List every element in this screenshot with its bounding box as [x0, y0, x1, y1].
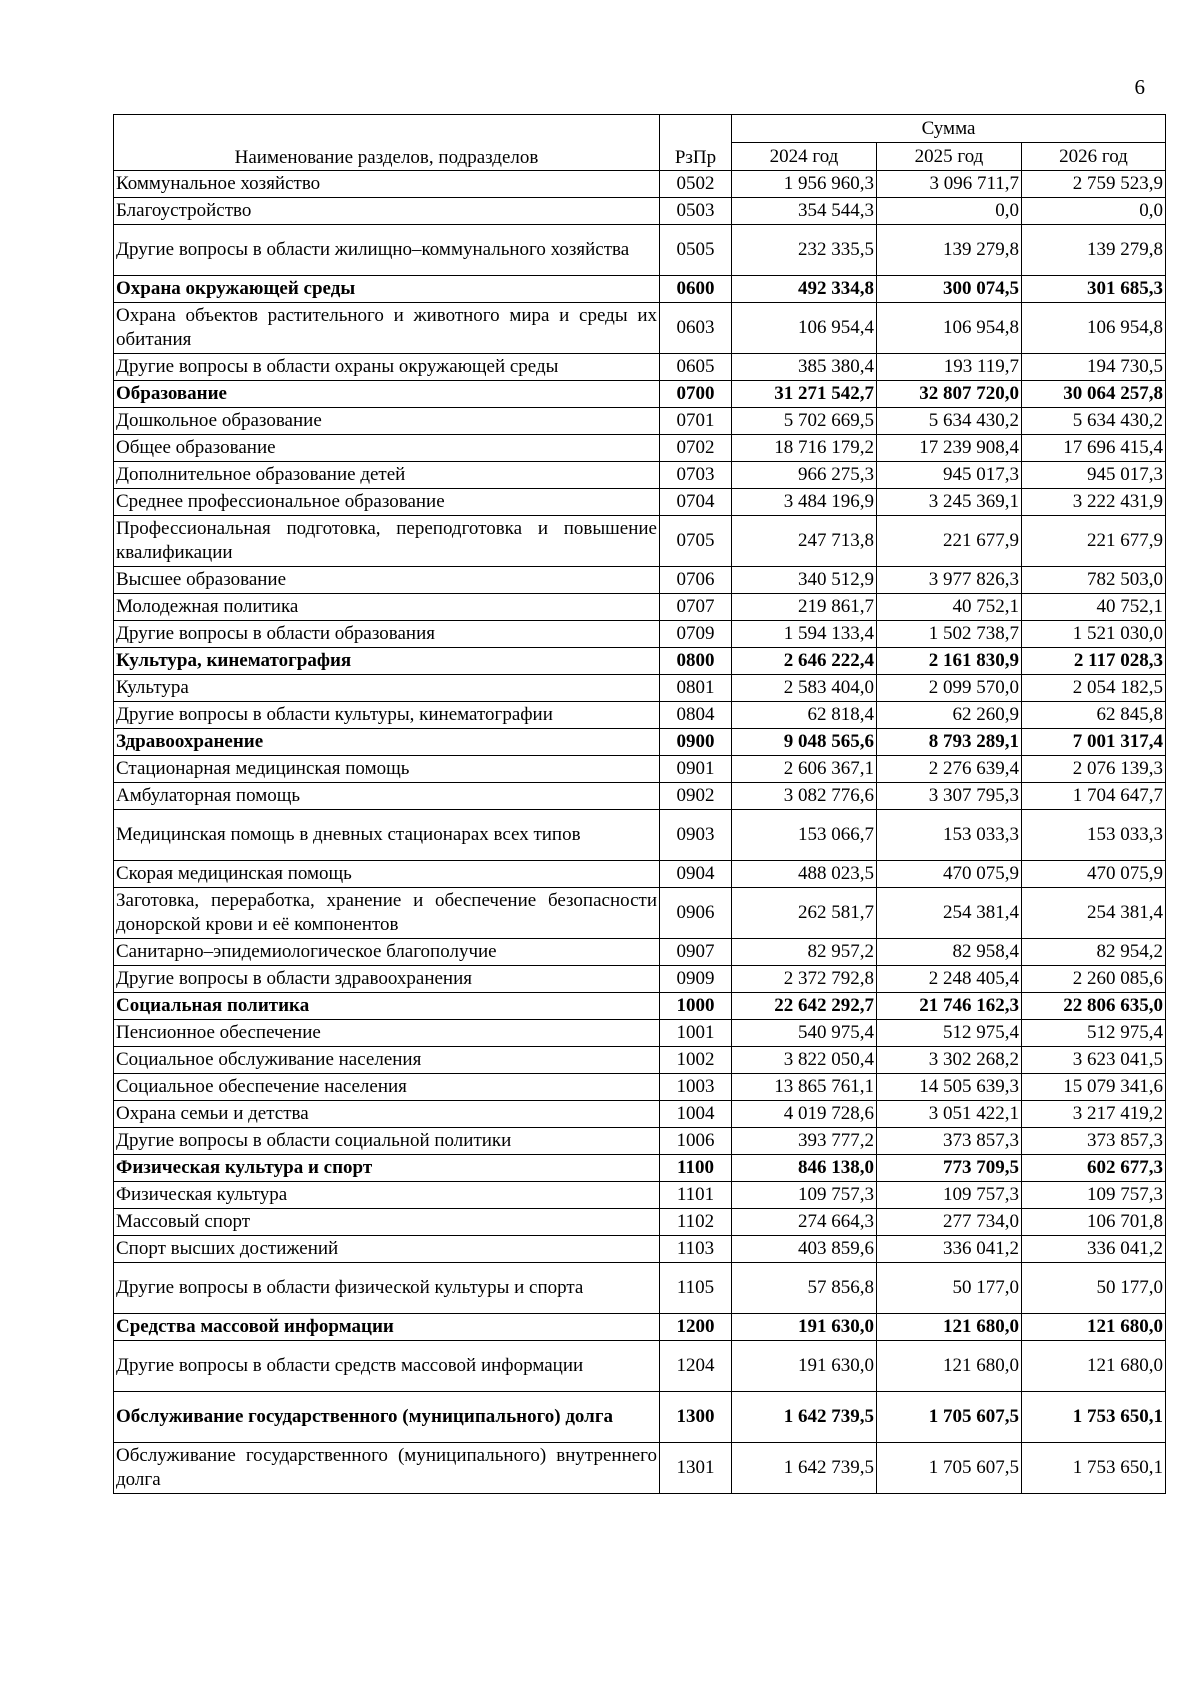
row-value-2026: 106 954,8	[1022, 303, 1166, 354]
row-code: 0700	[660, 381, 732, 408]
table-row	[114, 702, 1166, 729]
row-name: Физическая культура	[114, 1182, 660, 1209]
table-row	[114, 939, 1166, 966]
row-code: 0603	[660, 303, 732, 354]
row-code: 1003	[660, 1074, 732, 1101]
row-code: 1101	[660, 1182, 732, 1209]
row-code: 0907	[660, 939, 732, 966]
row-code: 0600	[660, 276, 732, 303]
row-value-2024: 262 581,7	[732, 888, 877, 939]
row-code: 1000	[660, 993, 732, 1020]
row-name: Пенсионное обеспечение	[114, 1020, 660, 1047]
row-code: 0503	[660, 198, 732, 225]
table-row	[114, 594, 1166, 621]
row-value-2025: 5 634 430,2	[877, 408, 1022, 435]
row-value-2026: 1 704 647,7	[1022, 783, 1166, 810]
section-row	[114, 1392, 1166, 1443]
row-code: 0705	[660, 516, 732, 567]
row-name: Санитарно–эпидемиологическое благополучие	[114, 939, 660, 966]
row-value-2025: 2 248 405,4	[877, 966, 1022, 993]
row-code: 0901	[660, 756, 732, 783]
row-value-2025: 3 977 826,3	[877, 567, 1022, 594]
row-code: 1301	[660, 1443, 732, 1494]
row-value-2024: 62 818,4	[732, 702, 877, 729]
row-value-2024: 1 956 960,3	[732, 171, 877, 198]
row-value-2025: 221 677,9	[877, 516, 1022, 567]
row-value-2024: 232 335,5	[732, 225, 877, 276]
row-name: Среднее профессиональное образование	[114, 489, 660, 516]
table-row	[114, 303, 1166, 354]
row-value-2026: 40 752,1	[1022, 594, 1166, 621]
row-value-2024: 488 023,5	[732, 861, 877, 888]
row-value-2025: 2 276 639,4	[877, 756, 1022, 783]
row-value-2024: 219 861,7	[732, 594, 877, 621]
table-row	[114, 435, 1166, 462]
row-name: Физическая культура и спорт	[114, 1155, 660, 1182]
row-value-2024: 3 822 050,4	[732, 1047, 877, 1074]
row-code: 0801	[660, 675, 732, 702]
row-name: Другие вопросы в области образования	[114, 621, 660, 648]
row-name: Молодежная политика	[114, 594, 660, 621]
table-row	[114, 567, 1166, 594]
row-value-2025: 17 239 908,4	[877, 435, 1022, 462]
row-code: 1204	[660, 1341, 732, 1392]
section-row	[114, 729, 1166, 756]
row-value-2025: 3 096 711,7	[877, 171, 1022, 198]
row-value-2026: 109 757,3	[1022, 1182, 1166, 1209]
row-value-2025: 277 734,0	[877, 1209, 1022, 1236]
row-value-2024: 57 856,8	[732, 1263, 877, 1314]
row-code: 0502	[660, 171, 732, 198]
row-value-2025: 8 793 289,1	[877, 729, 1022, 756]
table-row	[114, 621, 1166, 648]
row-value-2026: 194 730,5	[1022, 354, 1166, 381]
row-value-2024: 18 716 179,2	[732, 435, 877, 462]
row-value-2025: 3 051 422,1	[877, 1101, 1022, 1128]
row-value-2024: 4 019 728,6	[732, 1101, 877, 1128]
table-row	[114, 198, 1166, 225]
table-row	[114, 675, 1166, 702]
table-row	[114, 408, 1166, 435]
row-value-2025: 14 505 639,3	[877, 1074, 1022, 1101]
row-name: Другие вопросы в области социальной политики	[114, 1128, 660, 1155]
row-name: Дополнительное образование детей	[114, 462, 660, 489]
header-year-2026: 2026 год	[1022, 143, 1166, 171]
row-value-2025: 3 245 369,1	[877, 489, 1022, 516]
table-row	[114, 462, 1166, 489]
row-value-2025: 62 260,9	[877, 702, 1022, 729]
row-value-2026: 373 857,3	[1022, 1128, 1166, 1155]
row-code: 0605	[660, 354, 732, 381]
row-value-2024: 153 066,7	[732, 810, 877, 861]
row-value-2024: 22 642 292,7	[732, 993, 877, 1020]
header-year-2025: 2025 год	[877, 143, 1022, 171]
row-code: 0702	[660, 435, 732, 462]
header-name-column: Наименование разделов, подразделов	[114, 115, 660, 171]
row-value-2024: 340 512,9	[732, 567, 877, 594]
table-row	[114, 1182, 1166, 1209]
row-value-2026: 106 701,8	[1022, 1209, 1166, 1236]
row-value-2024: 191 630,0	[732, 1341, 877, 1392]
row-code: 0800	[660, 648, 732, 675]
row-value-2024: 492 334,8	[732, 276, 877, 303]
row-value-2025: 2 099 570,0	[877, 675, 1022, 702]
row-value-2025: 945 017,3	[877, 462, 1022, 489]
table-row	[114, 1341, 1166, 1392]
row-value-2025: 3 307 795,3	[877, 783, 1022, 810]
table-row	[114, 810, 1166, 861]
row-name: Коммунальное хозяйство	[114, 171, 660, 198]
row-value-2026: 221 677,9	[1022, 516, 1166, 567]
table-row	[114, 1128, 1166, 1155]
row-code: 0902	[660, 783, 732, 810]
row-name: Амбулаторная помощь	[114, 783, 660, 810]
row-value-2024: 106 954,4	[732, 303, 877, 354]
table-row	[114, 1236, 1166, 1263]
row-name: Культура	[114, 675, 660, 702]
row-value-2024: 5 702 669,5	[732, 408, 877, 435]
row-value-2026: 512 975,4	[1022, 1020, 1166, 1047]
row-value-2024: 385 380,4	[732, 354, 877, 381]
table-row	[114, 1074, 1166, 1101]
row-code: 0505	[660, 225, 732, 276]
row-value-2024: 1 642 739,5	[732, 1443, 877, 1494]
table-row	[114, 171, 1166, 198]
row-value-2025: 300 074,5	[877, 276, 1022, 303]
table-row	[114, 1209, 1166, 1236]
row-value-2026: 17 696 415,4	[1022, 435, 1166, 462]
row-value-2025: 254 381,4	[877, 888, 1022, 939]
row-value-2024: 2 646 222,4	[732, 648, 877, 675]
row-code: 0703	[660, 462, 732, 489]
row-value-2026: 301 685,3	[1022, 276, 1166, 303]
row-code: 0904	[660, 861, 732, 888]
row-name: Спорт высших достижений	[114, 1236, 660, 1263]
row-value-2025: 153 033,3	[877, 810, 1022, 861]
row-value-2024: 13 865 761,1	[732, 1074, 877, 1101]
row-name: Заготовка, переработка, хранение и обеспечение безопасности донорской крови и её компонентов	[114, 888, 660, 939]
table-row	[114, 1047, 1166, 1074]
row-value-2026: 2 117 028,3	[1022, 648, 1166, 675]
row-value-2025: 193 119,7	[877, 354, 1022, 381]
row-value-2026: 2 759 523,9	[1022, 171, 1166, 198]
row-name: Стационарная медицинская помощь	[114, 756, 660, 783]
row-value-2026: 30 064 257,8	[1022, 381, 1166, 408]
row-value-2026: 2 054 182,5	[1022, 675, 1166, 702]
row-code: 1105	[660, 1263, 732, 1314]
header-code-column: РзПр	[660, 115, 732, 171]
row-value-2026: 254 381,4	[1022, 888, 1166, 939]
row-name: Другие вопросы в области жилищно–коммунального хозяйства	[114, 225, 660, 276]
row-value-2026: 3 623 041,5	[1022, 1047, 1166, 1074]
table-row	[114, 489, 1166, 516]
row-value-2024: 540 975,4	[732, 1020, 877, 1047]
row-name: Охрана окружающей среды	[114, 276, 660, 303]
row-value-2024: 2 583 404,0	[732, 675, 877, 702]
row-value-2024: 191 630,0	[732, 1314, 877, 1341]
header-year-2024: 2024 год	[732, 143, 877, 171]
row-value-2025: 21 746 162,3	[877, 993, 1022, 1020]
row-value-2024: 966 275,3	[732, 462, 877, 489]
row-name: Другие вопросы в области физической культуры и спорта	[114, 1263, 660, 1314]
row-name: Здравоохранение	[114, 729, 660, 756]
table-row	[114, 225, 1166, 276]
row-code: 0900	[660, 729, 732, 756]
row-code: 1100	[660, 1155, 732, 1182]
row-value-2024: 274 664,3	[732, 1209, 877, 1236]
row-value-2026: 1 521 030,0	[1022, 621, 1166, 648]
row-name: Другие вопросы в области средств массовой информации	[114, 1341, 660, 1392]
table-row	[114, 1263, 1166, 1314]
row-name: Обслуживание государственного (муниципального) внутреннего долга	[114, 1443, 660, 1494]
row-value-2026: 82 954,2	[1022, 939, 1166, 966]
row-value-2024: 1 642 739,5	[732, 1392, 877, 1443]
row-value-2024: 109 757,3	[732, 1182, 877, 1209]
row-name: Массовый спорт	[114, 1209, 660, 1236]
row-value-2025: 139 279,8	[877, 225, 1022, 276]
row-name: Другие вопросы в области здравоохранения	[114, 966, 660, 993]
row-value-2025: 512 975,4	[877, 1020, 1022, 1047]
row-value-2026: 3 217 419,2	[1022, 1101, 1166, 1128]
row-value-2026: 470 075,9	[1022, 861, 1166, 888]
row-value-2026: 121 680,0	[1022, 1314, 1166, 1341]
section-row	[114, 276, 1166, 303]
row-value-2025: 106 954,8	[877, 303, 1022, 354]
table-body	[114, 171, 1166, 1494]
table-row	[114, 1443, 1166, 1494]
row-code: 0707	[660, 594, 732, 621]
row-code: 1300	[660, 1392, 732, 1443]
section-row	[114, 648, 1166, 675]
row-value-2025: 121 680,0	[877, 1314, 1022, 1341]
row-value-2025: 0,0	[877, 198, 1022, 225]
row-value-2024: 82 957,2	[732, 939, 877, 966]
row-value-2024: 247 713,8	[732, 516, 877, 567]
budget-table	[113, 114, 1166, 1494]
row-value-2025: 470 075,9	[877, 861, 1022, 888]
row-code: 1103	[660, 1236, 732, 1263]
table-row	[114, 354, 1166, 381]
row-value-2025: 2 161 830,9	[877, 648, 1022, 675]
row-name: Высшее образование	[114, 567, 660, 594]
row-value-2024: 403 859,6	[732, 1236, 877, 1263]
row-code: 0701	[660, 408, 732, 435]
row-value-2026: 602 677,3	[1022, 1155, 1166, 1182]
row-name: Социальное обслуживание населения	[114, 1047, 660, 1074]
row-value-2025: 40 752,1	[877, 594, 1022, 621]
row-value-2024: 2 372 792,8	[732, 966, 877, 993]
table-row	[114, 1101, 1166, 1128]
row-value-2024: 393 777,2	[732, 1128, 877, 1155]
row-value-2024: 31 271 542,7	[732, 381, 877, 408]
row-value-2025: 50 177,0	[877, 1263, 1022, 1314]
table-row	[114, 966, 1166, 993]
section-row	[114, 1314, 1166, 1341]
row-value-2026: 0,0	[1022, 198, 1166, 225]
row-code: 0709	[660, 621, 732, 648]
row-code: 1102	[660, 1209, 732, 1236]
table-row	[114, 783, 1166, 810]
section-row	[114, 381, 1166, 408]
row-value-2025: 336 041,2	[877, 1236, 1022, 1263]
row-name: Медицинская помощь в дневных стационарах всех типов	[114, 810, 660, 861]
row-value-2026: 153 033,3	[1022, 810, 1166, 861]
row-value-2024: 9 048 565,6	[732, 729, 877, 756]
row-name: Охрана семьи и детства	[114, 1101, 660, 1128]
row-value-2025: 1 705 607,5	[877, 1392, 1022, 1443]
page-number: 6	[1134, 75, 1145, 99]
row-value-2024: 846 138,0	[732, 1155, 877, 1182]
row-value-2026: 2 260 085,6	[1022, 966, 1166, 993]
row-value-2026: 782 503,0	[1022, 567, 1166, 594]
row-code: 0706	[660, 567, 732, 594]
row-name: Другие вопросы в области охраны окружающей среды	[114, 354, 660, 381]
row-value-2026: 1 753 650,1	[1022, 1392, 1166, 1443]
row-name: Охрана объектов растительного и животного мира и среды их обитания	[114, 303, 660, 354]
row-value-2026: 139 279,8	[1022, 225, 1166, 276]
table-row	[114, 888, 1166, 939]
row-value-2026: 1 753 650,1	[1022, 1443, 1166, 1494]
row-code: 0804	[660, 702, 732, 729]
row-value-2026: 121 680,0	[1022, 1341, 1166, 1392]
row-code: 1004	[660, 1101, 732, 1128]
row-value-2026: 62 845,8	[1022, 702, 1166, 729]
row-name: Профессиональная подготовка, переподготовка и повышение квалификации	[114, 516, 660, 567]
row-code: 0906	[660, 888, 732, 939]
row-value-2024: 3 082 776,6	[732, 783, 877, 810]
row-value-2026: 2 076 139,3	[1022, 756, 1166, 783]
header-sum-column: Сумма	[732, 115, 1166, 143]
row-value-2024: 354 544,3	[732, 198, 877, 225]
row-name: Общее образование	[114, 435, 660, 462]
row-code: 1006	[660, 1128, 732, 1155]
row-name: Другие вопросы в области культуры, кинематографии	[114, 702, 660, 729]
row-code: 1001	[660, 1020, 732, 1047]
table-row	[114, 861, 1166, 888]
row-value-2026: 3 222 431,9	[1022, 489, 1166, 516]
row-name: Социальное обеспечение населения	[114, 1074, 660, 1101]
row-name: Образование	[114, 381, 660, 408]
row-value-2025: 373 857,3	[877, 1128, 1022, 1155]
row-value-2026: 50 177,0	[1022, 1263, 1166, 1314]
row-name: Дошкольное образование	[114, 408, 660, 435]
row-value-2025: 109 757,3	[877, 1182, 1022, 1209]
row-value-2025: 3 302 268,2	[877, 1047, 1022, 1074]
row-value-2025: 121 680,0	[877, 1341, 1022, 1392]
table-row	[114, 516, 1166, 567]
row-code: 0704	[660, 489, 732, 516]
row-name: Средства массовой информации	[114, 1314, 660, 1341]
row-value-2026: 22 806 635,0	[1022, 993, 1166, 1020]
row-value-2025: 773 709,5	[877, 1155, 1022, 1182]
row-value-2024: 1 594 133,4	[732, 621, 877, 648]
row-name: Культура, кинематография	[114, 648, 660, 675]
row-value-2026: 945 017,3	[1022, 462, 1166, 489]
row-name: Обслуживание государственного (муниципального) долга	[114, 1392, 660, 1443]
row-value-2026: 7 001 317,4	[1022, 729, 1166, 756]
row-value-2026: 15 079 341,6	[1022, 1074, 1166, 1101]
section-row	[114, 1155, 1166, 1182]
section-row	[114, 993, 1166, 1020]
table-row	[114, 1020, 1166, 1047]
row-value-2026: 5 634 430,2	[1022, 408, 1166, 435]
row-value-2025: 1 705 607,5	[877, 1443, 1022, 1494]
row-name: Скорая медицинская помощь	[114, 861, 660, 888]
table-row	[114, 756, 1166, 783]
row-value-2025: 82 958,4	[877, 939, 1022, 966]
row-code: 0903	[660, 810, 732, 861]
row-value-2025: 32 807 720,0	[877, 381, 1022, 408]
row-value-2024: 3 484 196,9	[732, 489, 877, 516]
row-code: 1002	[660, 1047, 732, 1074]
row-code: 1200	[660, 1314, 732, 1341]
row-name: Благоустройство	[114, 198, 660, 225]
row-value-2025: 1 502 738,7	[877, 621, 1022, 648]
row-value-2026: 336 041,2	[1022, 1236, 1166, 1263]
row-code: 0909	[660, 966, 732, 993]
row-value-2024: 2 606 367,1	[732, 756, 877, 783]
row-name: Социальная политика	[114, 993, 660, 1020]
